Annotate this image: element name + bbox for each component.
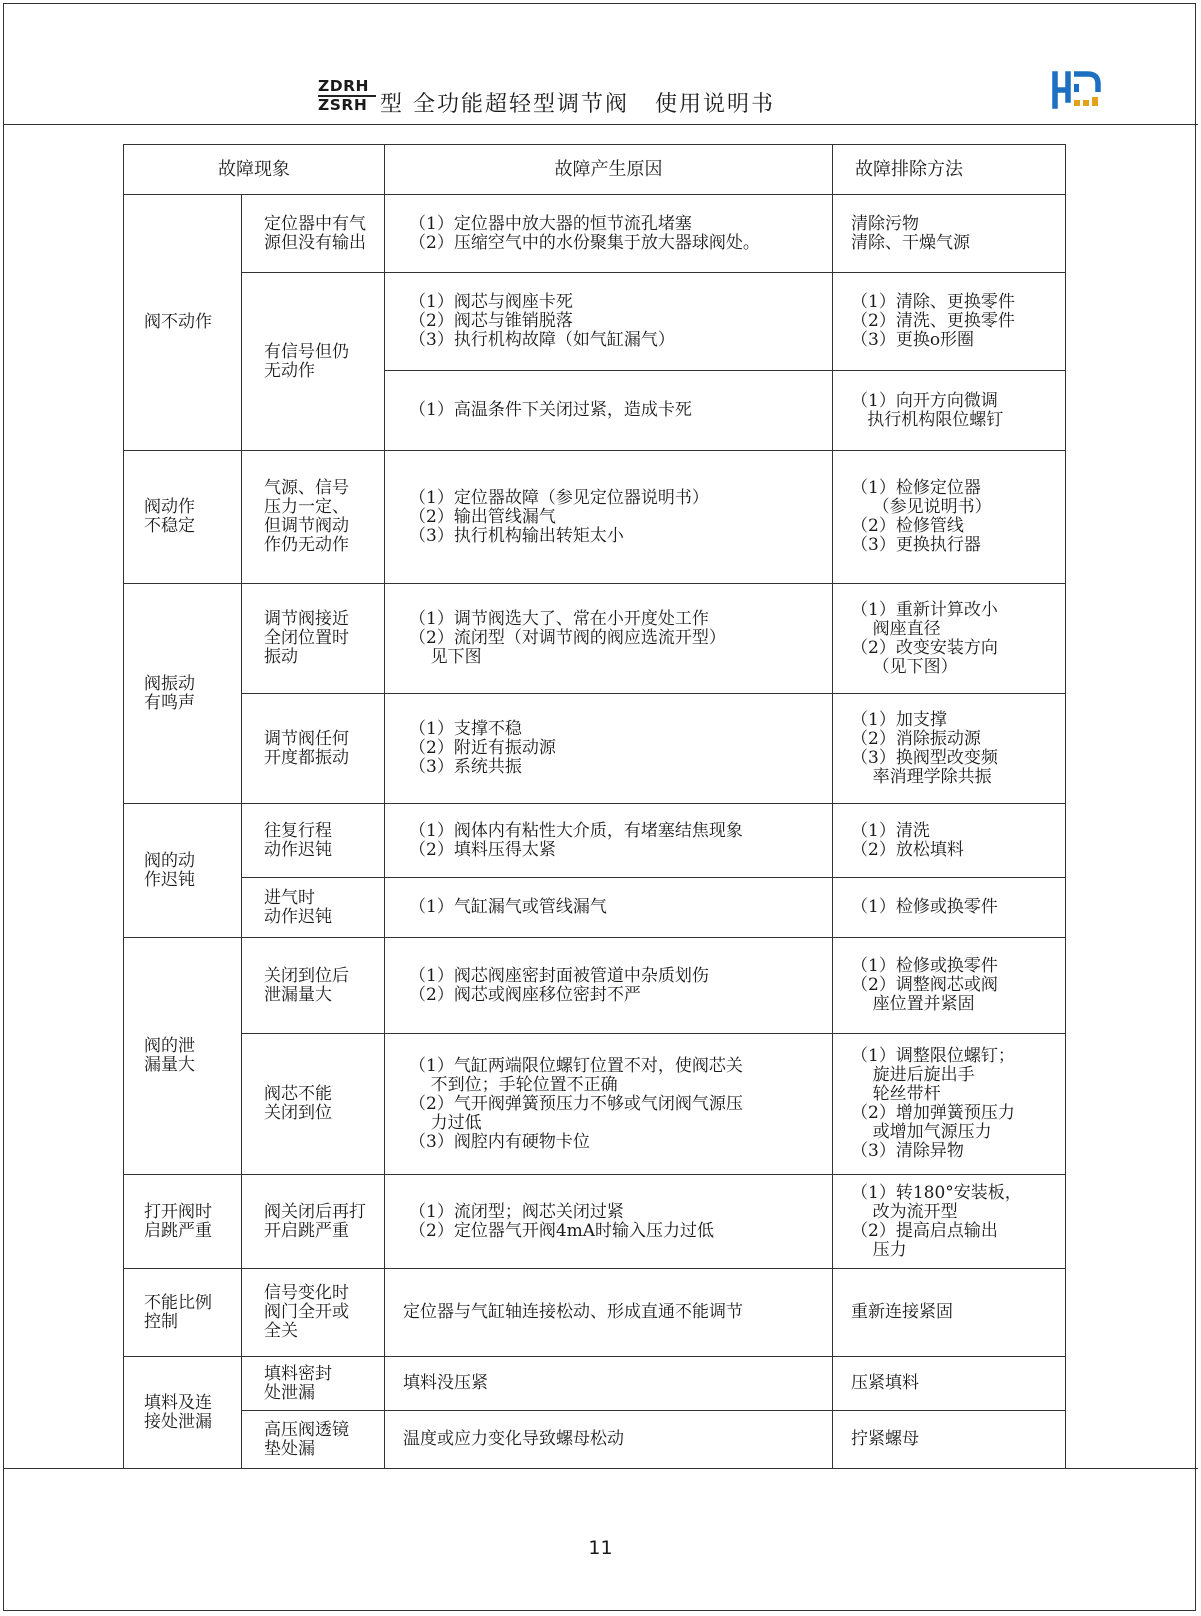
sub-symptom-cell: 定位器中有气 源但没有输出 <box>242 195 385 273</box>
sub-symptom-cell: 有信号但仍 无动作 <box>242 273 385 451</box>
symptom-cell: 打开阀时 启跳严重 <box>124 1175 242 1269</box>
cause-cell: （1）流闭型；阀芯关闭过紧 （2）定位器气开阀4mA时输入压力过低 <box>385 1175 833 1269</box>
sub-symptom-cell: 高压阀透镜 垫处漏 <box>242 1411 385 1469</box>
table-row <box>124 1034 1066 1175</box>
fix-cell: （1）检修定位器 （参见说明书） （2）检修管线 （3）更换执行器 <box>833 451 1066 584</box>
symptom-cell: 阀不动作 <box>124 195 242 451</box>
cause-cell: （1）阀芯与阀座卡死 （2）阀芯与锥销脱落 （3）执行机构故障（如气缸漏气） <box>385 273 833 371</box>
table-header-row <box>124 145 1066 195</box>
cause-cell: （1）阀体内有粘性大介质，有堵塞结焦现象 （2）填料压得太紧 <box>385 804 833 878</box>
cause-cell: （1）定位器中放大器的恒节流孔堵塞 （2）压缩空气中的水份聚集于放大器球阀处。 <box>385 195 833 273</box>
fix-cell: 压紧填料 <box>833 1357 1066 1411</box>
cause-cell: （1）定位器故障（参见定位器说明书） （2）输出管线漏气 （3）执行机构输出转矩太小 <box>385 451 833 584</box>
cause-cell: 温度或应力变化导致螺母松动 <box>385 1411 833 1469</box>
table-row <box>124 878 1066 938</box>
cause-cell: （1）气缸两端限位螺钉位置不对，使阀芯关 不到位；手轮位置不正确 （2）气开阀弹簧预压力不够或气闭阀气源压 力过低 （3）阀腔内有硬物卡位 <box>385 1034 833 1175</box>
hd-logo-icon <box>1052 70 1102 110</box>
table-row <box>124 451 1066 584</box>
fix-cell: （1）调整限位螺钉； 旋进后旋出手 轮丝带杆 （2）增加弹簧预压力 或增加气源压力 （3）清除异物 <box>833 1034 1066 1175</box>
fix-cell: （1）重新计算改小 阀座直径 （2）改变安装方向 （见下图） <box>833 584 1066 694</box>
sub-symptom-cell: 进气时 动作迟钝 <box>242 878 385 938</box>
sub-symptom-cell: 往复行程 动作迟钝 <box>242 804 385 878</box>
table-row <box>124 195 1066 273</box>
cause-cell: （1）支撑不稳 （2）附近有振动源 （3）系统共振 <box>385 694 833 804</box>
page-number: 11 <box>588 1537 613 1559</box>
troubleshooting-table <box>123 144 1066 1469</box>
fix-cell: （1）向开方向微调 执行机构限位螺钉 <box>833 371 1066 451</box>
model-code <box>318 78 376 114</box>
fix-cell: （1）清除、更换零件 （2）清洗、更换零件 （3）更换o形圈 <box>833 273 1066 371</box>
symptom-cell: 填料及连 接处泄漏 <box>124 1357 242 1469</box>
cause-cell: （1）高温条件下关闭过紧，造成卡死 <box>385 371 833 451</box>
table-row <box>124 1357 1066 1411</box>
cause-cell: 填料没压紧 <box>385 1357 833 1411</box>
fix-cell: （1）检修或换零件 （2）调整阀芯或阀 座位置并紧固 <box>833 938 1066 1034</box>
table-row <box>124 694 1066 804</box>
sub-symptom-cell: 阀关闭后再打 开启跳严重 <box>242 1175 385 1269</box>
fix-cell: 清除污物 清除、干燥气源 <box>833 195 1066 273</box>
model-code-line2: ZSRH <box>318 96 368 114</box>
sub-symptom-cell: 填料密封 处泄漏 <box>242 1357 385 1411</box>
fix-cell: （1）检修或换零件 <box>833 878 1066 938</box>
fix-cell: 重新连接紧固 <box>833 1269 1066 1357</box>
symptom-cell: 不能比例 控制 <box>124 1269 242 1357</box>
cause-cell: （1）调节阀选大了、常在小开度处工作 （2）流闭型（对调节阀的阀应选流开型） 见下图 <box>385 584 833 694</box>
symptom-cell: 阀振动 有鸣声 <box>124 584 242 804</box>
header-rule <box>3 124 1198 125</box>
table-row <box>124 938 1066 1034</box>
cause-cell: （1）气缸漏气或管线漏气 <box>385 878 833 938</box>
table-row <box>124 1411 1066 1469</box>
fix-cell: 拧紧螺母 <box>833 1411 1066 1469</box>
fix-cell: （1）清洗 （2）放松填料 <box>833 804 1066 878</box>
model-code-line1: ZDRH <box>318 78 376 97</box>
table-row <box>124 1269 1066 1357</box>
header-cause: 故障产生原因 <box>385 145 833 195</box>
table-row <box>124 1175 1066 1269</box>
header-fix: 故障排除方法 <box>833 145 1066 195</box>
sub-symptom-cell: 气源、信号 压力一定、 但调节阀动 作仍无动作 <box>242 451 385 584</box>
sub-symptom-cell: 调节阀任何 开度都振动 <box>242 694 385 804</box>
table-row <box>124 804 1066 878</box>
fix-cell: （1）转180°安装板， 改为流开型 （2）提高启点输出 压力 <box>833 1175 1066 1269</box>
sub-symptom-cell: 阀芯不能 关闭到位 <box>242 1034 385 1175</box>
symptom-cell: 阀的泄 漏量大 <box>124 938 242 1175</box>
symptom-cell: 阀的动 作迟钝 <box>124 804 242 938</box>
table-row <box>124 584 1066 694</box>
sub-symptom-cell: 调节阀接近 全闭位置时 振动 <box>242 584 385 694</box>
document-subtitle: 使用说明书 <box>655 92 776 117</box>
sub-symptom-cell: 信号变化时 阀门全开或 全关 <box>242 1269 385 1357</box>
sub-symptom-cell: 关闭到位后 泄漏量大 <box>242 938 385 1034</box>
table-row <box>124 273 1066 371</box>
document-title <box>380 87 775 118</box>
symptom-cell: 阀动作 不稳定 <box>124 451 242 584</box>
cause-cell: （1）阀芯阀座密封面被管道中杂质划伤 （2）阀芯或阀座移位密封不严 <box>385 938 833 1034</box>
cause-cell: 定位器与气缸轴连接松动、形成直通不能调节 <box>385 1269 833 1357</box>
document-title-main: 型 全功能超轻型调节阀 <box>380 92 629 117</box>
header-symptom: 故障现象 <box>124 145 385 195</box>
fix-cell: （1）加支撑 （2）消除振动源 （3）换阀型改变频 率消理学除共振 <box>833 694 1066 804</box>
